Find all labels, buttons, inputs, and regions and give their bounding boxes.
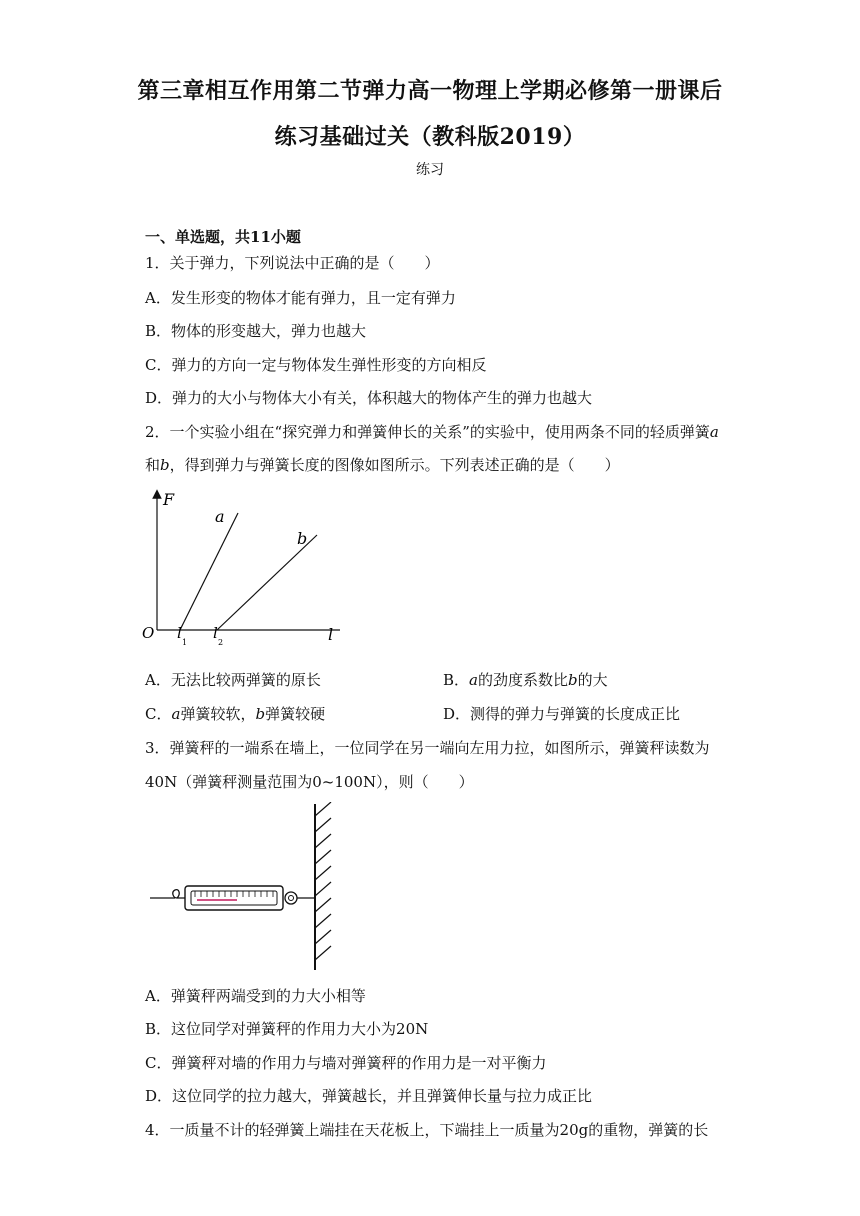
q3-option-b: B．这位同学对弹簧秤的作用力大小为20N bbox=[145, 1020, 429, 1038]
graph-tick-l1: l bbox=[177, 624, 182, 642]
q3-option-a: A．弹簧秤两端受到的力大小相等 bbox=[145, 987, 366, 1005]
q1-option-a: A．发生形变的物体才能有弹力，且一定有弹力 bbox=[145, 289, 456, 307]
q4-stem: 4．一质量不计的轻弹簧上端挂在天花板上，下端挂上一质量为20g的重物，弹簧的长 bbox=[145, 1121, 709, 1139]
q2-option-b-mid: 的劲度系数比 bbox=[477, 671, 568, 689]
q2-option-b-var-a: a bbox=[469, 671, 478, 689]
q2-option-c-mid: 弹簧较软， bbox=[180, 705, 256, 723]
q2-stem-and: 和 bbox=[145, 456, 161, 474]
q3-option-d: D．这位同学的拉力越大，弹簧越长，并且弹簧伸长量与拉力成正比 bbox=[145, 1087, 593, 1105]
q2-option-c-var-a: a bbox=[171, 705, 181, 723]
q1-option-d: D．弹力的大小与物体大小有关，体积越大的物体产生的弹力也越大 bbox=[145, 389, 593, 407]
document-subtitle: 练习 bbox=[416, 162, 444, 178]
graph-y-label: F bbox=[163, 490, 175, 509]
q2-option-b-var-b: b bbox=[568, 671, 578, 689]
wall-hatching bbox=[315, 802, 331, 960]
q2-stem-text: 2．一个实验小组在“探究弹力和弹簧伸长的关系”的实验中，使用两条不同的轻质弹簧 bbox=[145, 423, 710, 441]
document-title-line-2: 练习基础过关（教科版2019） bbox=[274, 124, 586, 150]
q2-option-b-prefix: B． bbox=[443, 671, 470, 689]
scale-hook bbox=[173, 890, 185, 898]
graph-tick-l1-sub: 1 bbox=[182, 638, 188, 647]
graph-origin-label: O bbox=[142, 624, 155, 642]
q2-option-c-post: 弹簧较硬 bbox=[265, 705, 326, 723]
q2-option-c bbox=[145, 704, 325, 724]
q2-stem-line-2 bbox=[145, 455, 620, 475]
q1-option-c: C．弹力的方向一定与物体发生弹性形变的方向相反 bbox=[145, 356, 487, 374]
q2-option-c-var-b: b bbox=[255, 705, 266, 723]
q2-option-d: D．测得的弹力与弹簧的长度成正比 bbox=[443, 705, 681, 723]
graph-x-label: l bbox=[328, 625, 334, 644]
document-title-line-1: 第三章相互作用第二节弹力高一物理上学期必修第一册课后 bbox=[137, 78, 723, 104]
graph-line-a bbox=[180, 513, 238, 630]
q2-stem-var-a: a bbox=[709, 423, 719, 441]
graph-line-b bbox=[217, 535, 317, 630]
q2-stem-rest: ，得到弹力与弹簧长度的图像如图所示。下列表述正确的是（ ） bbox=[169, 456, 620, 474]
q2-option-a: A．无法比较两弹簧的原长 bbox=[145, 671, 321, 689]
q1-option-b: B．物体的形变越大，弹力也越大 bbox=[145, 322, 367, 340]
graph-line-a-label: a bbox=[215, 507, 225, 526]
q2-force-length-graph bbox=[140, 488, 350, 650]
q3-option-c: C．弹簧秤对墙的作用力与墙对弹簧秤的作用力是一对平衡力 bbox=[145, 1054, 547, 1072]
q2-stem-line-1 bbox=[145, 422, 719, 442]
q2-stem-var-b: b bbox=[160, 456, 170, 474]
q3-spring-scale-diagram bbox=[145, 802, 345, 972]
q2-option-b bbox=[443, 670, 608, 690]
section-heading: 一、单选题，共11小题 bbox=[145, 228, 301, 246]
scale-ring bbox=[285, 892, 297, 904]
q2-option-b-post: 的大 bbox=[577, 671, 608, 689]
q3-stem-line-2: 40N（弹簧秤测量范围为0~100N），则（ ） bbox=[145, 773, 474, 791]
q3-stem-line-1: 3．弹簧秤的一端系在墙上，一位同学在另一端向左用力拉，如图所示，弹簧秤读数为 bbox=[145, 739, 710, 757]
graph-tick-l2: l bbox=[213, 624, 218, 642]
q1-stem: 1．关于弹力，下列说法中正确的是（ ） bbox=[145, 254, 440, 272]
graph-line-b-label: b bbox=[297, 529, 308, 548]
q2-option-c-prefix: C． bbox=[145, 705, 172, 723]
graph-tick-l2-sub: 2 bbox=[218, 638, 224, 647]
